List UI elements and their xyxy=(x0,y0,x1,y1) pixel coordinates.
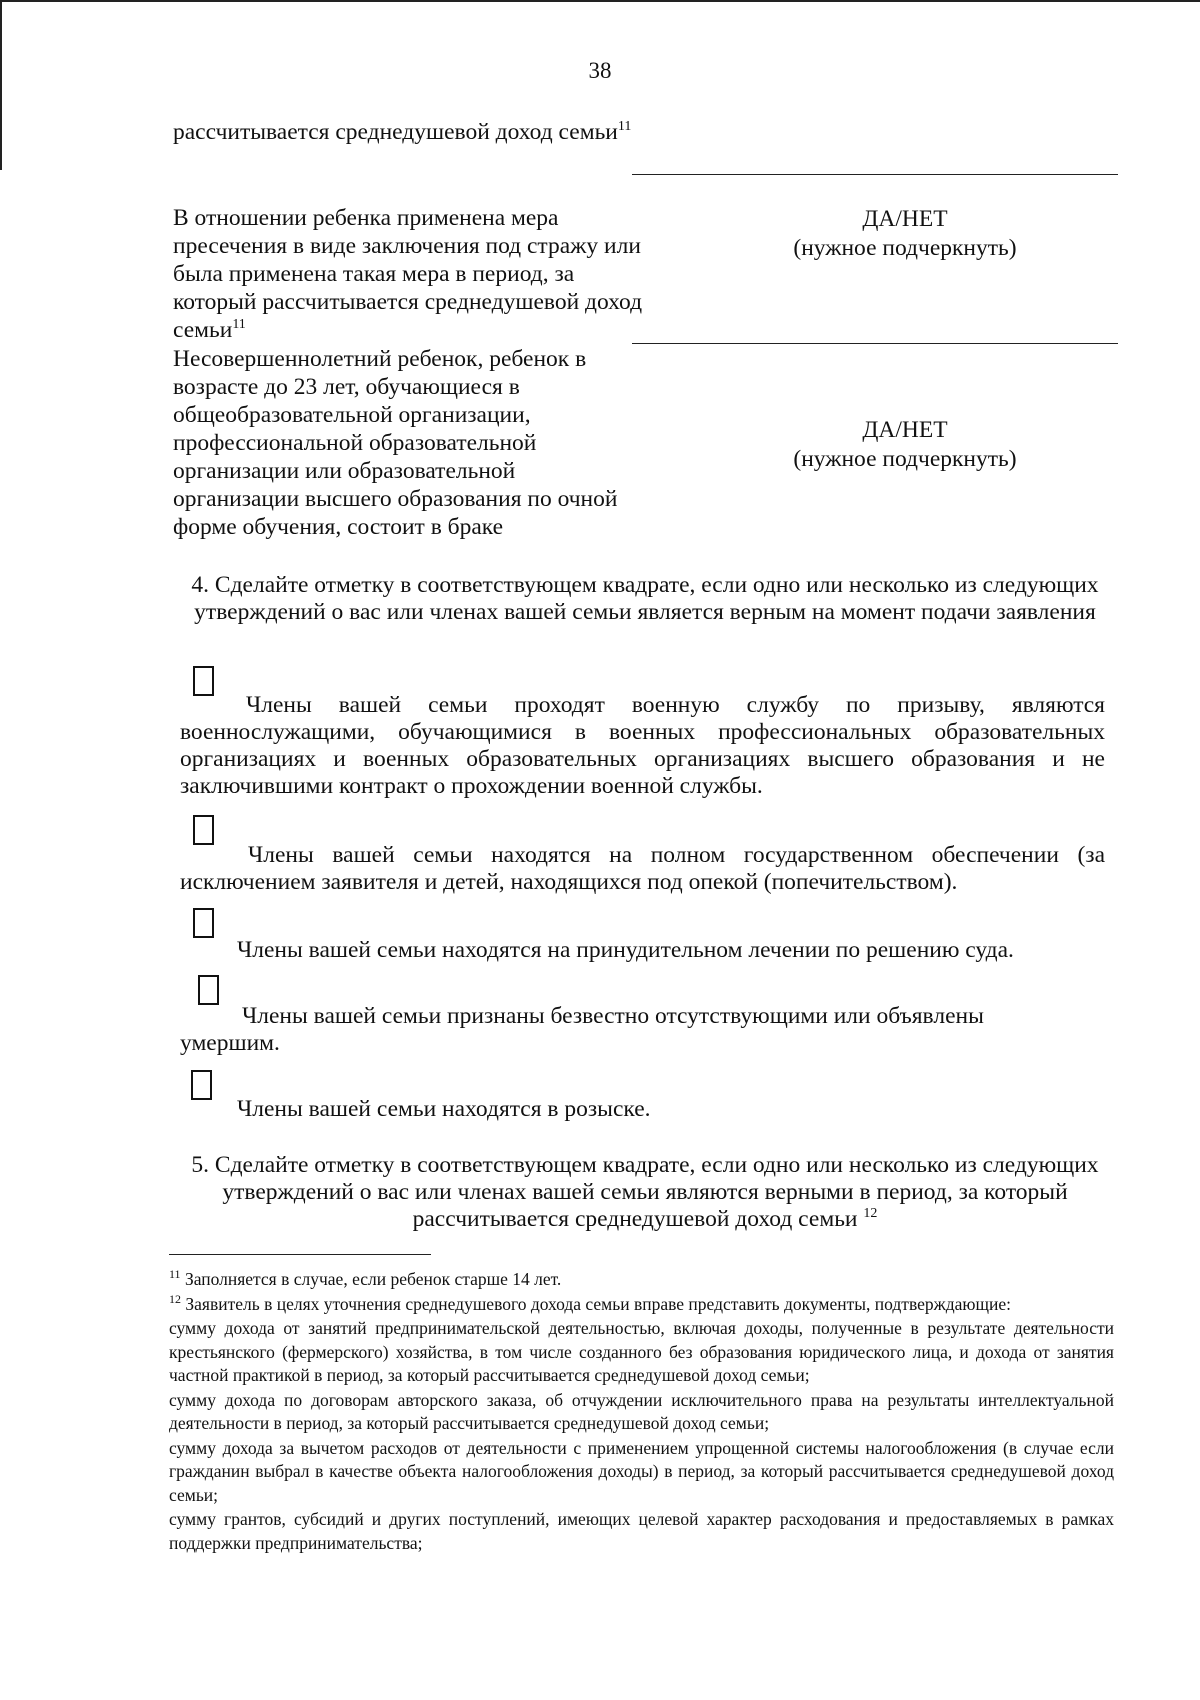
section-5-heading-text: 5. Сделайте отметку в соответствующем квадрате, если одно или несколько из следующих утверждений о вас или членах вашей семьи являются верными в период, за который рассчитывается среднедушевой доход семьи xyxy=(191,1152,1099,1232)
footnote-12-item-author-contracts: сумму дохода по договорам авторского заказа, об отчуждении исключительного права на результаты интеллектуальной деятельности в период, за который рассчитывается среднедушевой доход семьи; xyxy=(169,1389,1114,1433)
checkbox-missing-or-deceased[interactable] xyxy=(198,975,219,1005)
footnote-12 xyxy=(169,1293,1114,1317)
option-military-service xyxy=(180,692,1105,800)
row-3-yes-no[interactable]: ДА/НЕТ xyxy=(862,417,948,443)
row-2-answer xyxy=(700,205,1110,263)
option-compulsory-treatment xyxy=(180,937,1105,964)
option-2-first-word: Члены xyxy=(248,842,314,868)
row-3-hint: (нужное подчеркнуть) xyxy=(793,446,1017,472)
footnote-11 xyxy=(169,1268,1114,1292)
scan-edge-top xyxy=(0,0,1200,2)
row-2-yes-no[interactable]: ДА/НЕТ xyxy=(862,206,948,232)
option-5-text: вашей семьи находятся в розыске. xyxy=(308,1096,651,1122)
row-2-hint: (нужное подчеркнуть) xyxy=(793,235,1017,261)
option-2-text: вашей семьи находятся на полном государственном обеспечении (за исключением заявителя и детей, находящихся под опекой (попечительством). xyxy=(180,842,1105,895)
footnotes xyxy=(169,1268,1114,1555)
row-2-footnote-mark: 11 xyxy=(232,317,246,333)
row-2-answer-line xyxy=(632,343,1118,344)
option-3-text: вашей семьи находятся на принудительном лечении по решению суда. xyxy=(308,937,1014,963)
row-2-text: В отношении ребенка применена мера пресечения в виде заключения под стражу или была применена такая мера в период, за который рассчитывается среднедушевой доход семьи xyxy=(173,205,643,343)
row-3-question xyxy=(173,345,643,541)
option-1-first-word: Члены xyxy=(246,692,312,718)
row-1-answer-line xyxy=(632,174,1118,175)
checkbox-state-support[interactable] xyxy=(193,815,214,845)
footnote-12-mark: 12 xyxy=(169,1291,181,1306)
option-1-text: вашей семьи проходят военную службу по призыву, являются военнослужащими, обучающимися в военных профессиональных образовательных организациях и военных образовательных организациях высшего образования и не заключившими контракт о прохождении военной службы. xyxy=(180,692,1105,799)
footnote-11-text: Заполняется в случае, если ребенок старше 14 лет. xyxy=(184,1269,562,1289)
footnote-12-item-simplified-tax: сумму дохода за вычетом расходов от деятельности с применением упрощенной системы налогообложения (в случае если гражданин выбрал в качестве объекта налогообложения доходы) в период, за который рассчитывается среднедушевой доход семьи; xyxy=(169,1437,1114,1505)
option-4-text: вашей семьи признаны безвестно отсутствующими или объявлены умершим. xyxy=(180,1003,984,1056)
option-wanted xyxy=(180,1096,1105,1123)
option-missing-or-deceased xyxy=(180,1003,1060,1057)
scan-edge-left xyxy=(0,0,2,170)
row-1-footnote-mark: 11 xyxy=(617,119,632,135)
section-4-heading: 4. Сделайте отметку в соответствующем квадрате, если одно или несколько из следующих утверждений о вас или членах вашей семьи является верным на момент подачи заявления xyxy=(191,572,1099,625)
section-5-footnote-mark: 12 xyxy=(863,1206,878,1222)
footnote-separator xyxy=(169,1254,431,1255)
footnote-12-item-business-income: сумму дохода от занятий предпринимательской деятельностью, включая доходы, полученные в результате деятельности крестьянского (фермерского) хозяйства, в том числе созданного без образования юридического лица, и дохода от занятия частной практикой в период, за который рассчитывается среднедушевой доход семьи; xyxy=(169,1318,1114,1385)
option-4-first-word: Члены xyxy=(242,1003,308,1029)
option-3-first-word: Члены xyxy=(237,937,303,963)
footnote-11-mark: 11 xyxy=(169,1267,181,1282)
row-1-text: рассчитывается среднедушевой доход семьи xyxy=(173,119,618,145)
row-3-answer xyxy=(700,416,1110,474)
footnote-12-text: Заявитель в целях уточнения среднедушевого дохода семьи вправе представить документы, подтверждающие: xyxy=(185,1293,1011,1314)
footnote-12-item-grants: сумму грантов, субсидий и других поступлений, имеющих целевой характер расходования и предоставляемых в рамках поддержки предпринимательства; xyxy=(169,1509,1114,1553)
page-number: 38 xyxy=(588,58,612,83)
row-1-question xyxy=(173,118,643,146)
section-5-heading xyxy=(185,1152,1105,1233)
checkbox-compulsory-treatment[interactable] xyxy=(193,908,214,938)
option-state-support xyxy=(180,842,1105,896)
row-3-text: Несовершеннолетний ребенок, ребенок в возрасте до 23 лет, обучающиеся в общеобразовательной организации, профессиональной образовательной организации или образовательной организации высшего образования по очной форме обучения, состоит в браке xyxy=(173,346,618,540)
row-2-question xyxy=(173,204,643,344)
option-5-first-word: Члены xyxy=(237,1096,303,1122)
